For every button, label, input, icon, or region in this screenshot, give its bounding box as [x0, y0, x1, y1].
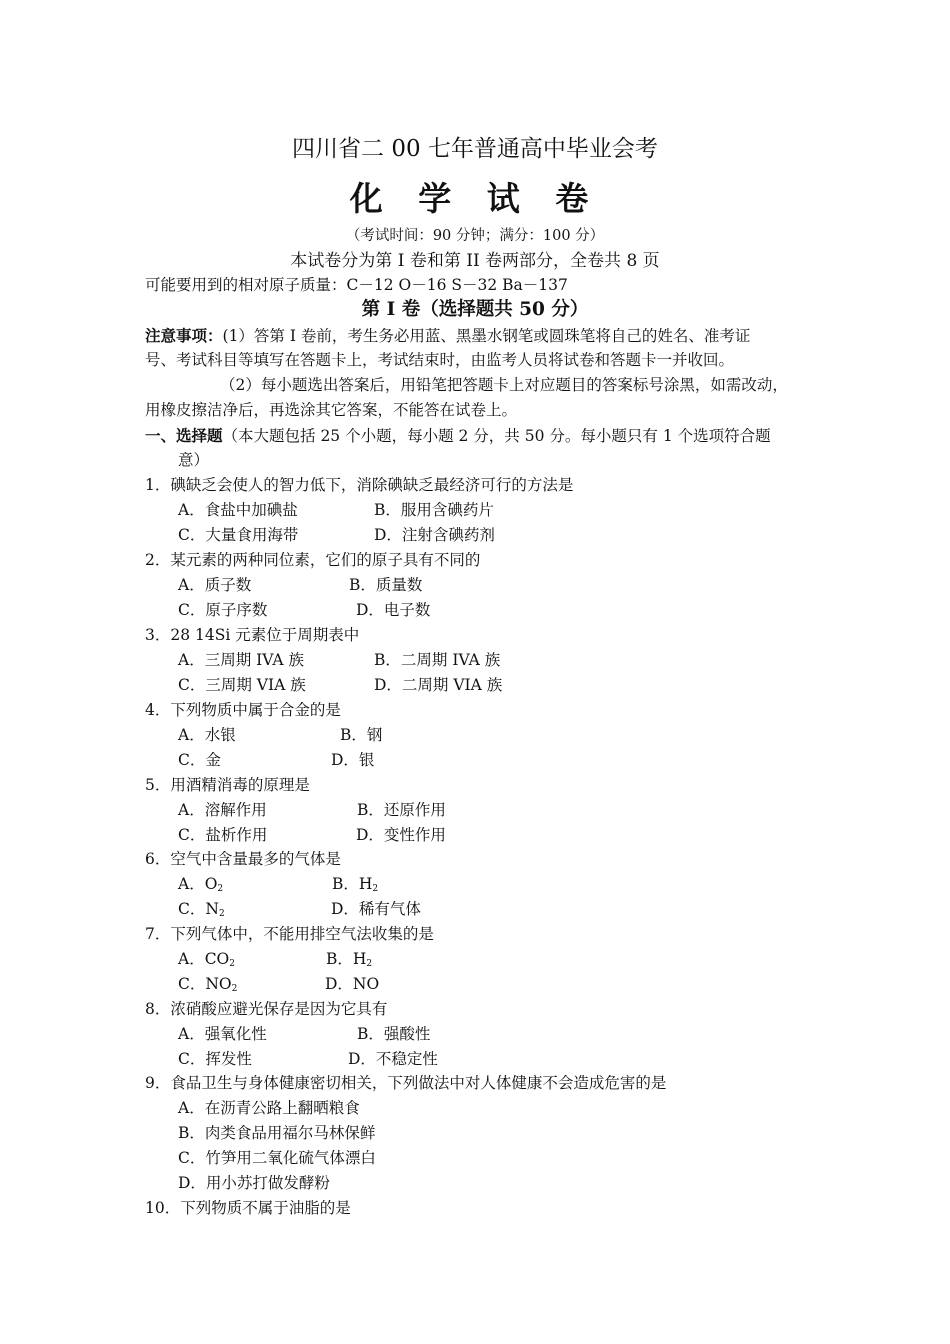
question-9-stem: 9．食品卫生与身体健康密切相关，下列做法中对人体健康不会造成危害的是 — [145, 1074, 667, 1092]
section-desc-b: 意） — [178, 451, 210, 469]
question-5-option-c: C．盐析作用 — [178, 826, 268, 844]
question-7-option-b-subscript: 2 — [366, 959, 373, 969]
note-1b: 号、考试科目等填写在答题卡上，考试结束时，由监考人员将试卷和答题卡一并收回。 — [145, 351, 735, 369]
question-6-option-c-subscript: 2 — [218, 909, 225, 919]
notes-line-1 — [145, 328, 750, 345]
question-4-option-b: B．钢 — [340, 726, 383, 744]
question-10-stem: 10．下列物质不属于油脂的是 — [145, 1199, 351, 1217]
question-6-option-a — [178, 877, 223, 894]
question-1-option-d: D．注射含碘药剂 — [374, 526, 495, 544]
question-2-option-a: A．质子数 — [178, 576, 252, 594]
question-2-option-c: C．原子序数 — [178, 601, 268, 619]
question-4-option-a: A．水银 — [178, 726, 236, 744]
question-3-stem: 3．28 14Si 元素位于周期表中 — [145, 626, 360, 644]
question-5-option-d: D．变性作用 — [356, 826, 446, 844]
question-4-stem: 4．下列物质中属于合金的是 — [145, 701, 341, 719]
question-4-option-d: D．银 — [331, 751, 375, 769]
question-8-stem: 8．浓硝酸应避光保存是因为它具有 — [145, 1000, 388, 1018]
atomic-masses: 可能要用到的相对原子质量：C－12 O－16 S－32 Ba－137 — [145, 276, 568, 294]
question-7-option-d: D．NO — [325, 975, 380, 993]
question-5-stem: 5．用酒精消毒的原理是 — [145, 776, 310, 794]
question-3-option-b: B．二周期 IVA 族 — [374, 651, 501, 669]
question-7-option-a — [178, 952, 235, 969]
question-7-option-c-text: C．NO — [178, 975, 232, 993]
question-8-option-d: D．不稳定性 — [348, 1050, 438, 1068]
question-6-option-c — [178, 902, 225, 919]
question-6-option-c-text: C．N — [178, 900, 219, 918]
question-1-option-c: C．大量食用海带 — [178, 526, 299, 544]
question-6-option-a-subscript: 2 — [217, 884, 224, 894]
question-1-stem: 1．碘缺乏会使人的智力低下，消除碘缺乏最经济可行的方法是 — [145, 476, 574, 494]
question-6-option-b-subscript: 2 — [372, 884, 379, 894]
question-1-option-a: A．食盐中加碘盐 — [178, 501, 298, 519]
question-2-option-b: B．质量数 — [349, 576, 423, 594]
question-8-option-b: B．强酸性 — [357, 1025, 431, 1043]
question-5-option-b: B．还原作用 — [357, 801, 446, 819]
question-6-stem: 6．空气中含量最多的气体是 — [145, 850, 341, 868]
exam-title: 四川省二 00 七年普通高中毕业会考 — [292, 136, 658, 162]
question-7-option-a-subscript: 2 — [229, 959, 235, 969]
note-2b: 用橡皮擦洁净后，再选涂其它答案，不能答在试卷上。 — [145, 401, 518, 419]
question-7-option-b — [326, 952, 372, 969]
question-7-option-a-text: A．CO — [178, 950, 230, 968]
subject-title: 化 学 试 卷 — [349, 179, 601, 218]
paper-structure: 本试卷分为第 I 卷和第 II 卷两部分，全卷共 8 页 — [290, 251, 660, 271]
question-9-option-c: C．竹笋用二氧化硫气体漂白 — [178, 1149, 376, 1167]
note-2a: （2）每小题选出答案后，用铅笔把答题卡上对应题目的答案标号涂黑，如需改动， — [220, 376, 788, 394]
question-9-option-b: B．肉类食品用福尔马林保鲜 — [178, 1124, 376, 1142]
notes-label: 注意事项： — [145, 326, 223, 345]
question-7-option-b-text: B．H — [326, 950, 367, 968]
question-8-option-a: A．强氧化性 — [178, 1025, 267, 1043]
question-3-option-a: A．三周期 IVA 族 — [178, 651, 305, 669]
question-8-option-c: C．挥发性 — [178, 1050, 252, 1068]
note-1a: (1）答第 I 卷前，考生务必用蓝、黑墨水钢笔或圆珠笔将自己的姓名、准考证 — [222, 327, 751, 345]
question-7-stem: 7．下列气体中，不能用排空气法收集的是 — [145, 925, 434, 943]
question-2-option-d: D．电子数 — [356, 601, 431, 619]
question-3-option-c: C．三周期 VIA 族 — [178, 676, 306, 694]
question-3-option-d: D．二周期 VIA 族 — [374, 676, 503, 694]
question-9-option-d: D．用小苏打做发酵粉 — [178, 1174, 330, 1192]
question-2-stem: 2．某元素的两种同位素，它们的原子具有不同的 — [145, 551, 481, 569]
section-intro — [145, 428, 771, 445]
question-9-option-a: A．在沥青公路上翻晒粮食 — [178, 1099, 360, 1117]
exam-info: （考试时间：90 分钟；满分：100 分） — [345, 228, 605, 244]
section-desc-a: （本大题包括 25 个小题，每小题 2 分，共 50 分。每小题只有 1 个选项符合题 — [222, 427, 771, 445]
question-6-option-d: D．稀有气体 — [331, 900, 421, 918]
part1-heading: 第 I 卷（选择题共 50 分） — [361, 299, 589, 320]
question-7-option-c-subscript: 2 — [231, 984, 238, 994]
question-6-option-b-text: B．H — [332, 875, 373, 893]
question-7-option-c — [178, 977, 237, 994]
question-6-option-b — [332, 877, 378, 894]
question-1-option-b: B．服用含碘药片 — [374, 501, 494, 519]
question-6-option-a-text: A．O — [178, 875, 218, 893]
question-4-option-c: C．金 — [178, 751, 221, 769]
question-5-option-a: A．溶解作用 — [178, 801, 267, 819]
section-label: 一、选择题 — [145, 426, 223, 445]
